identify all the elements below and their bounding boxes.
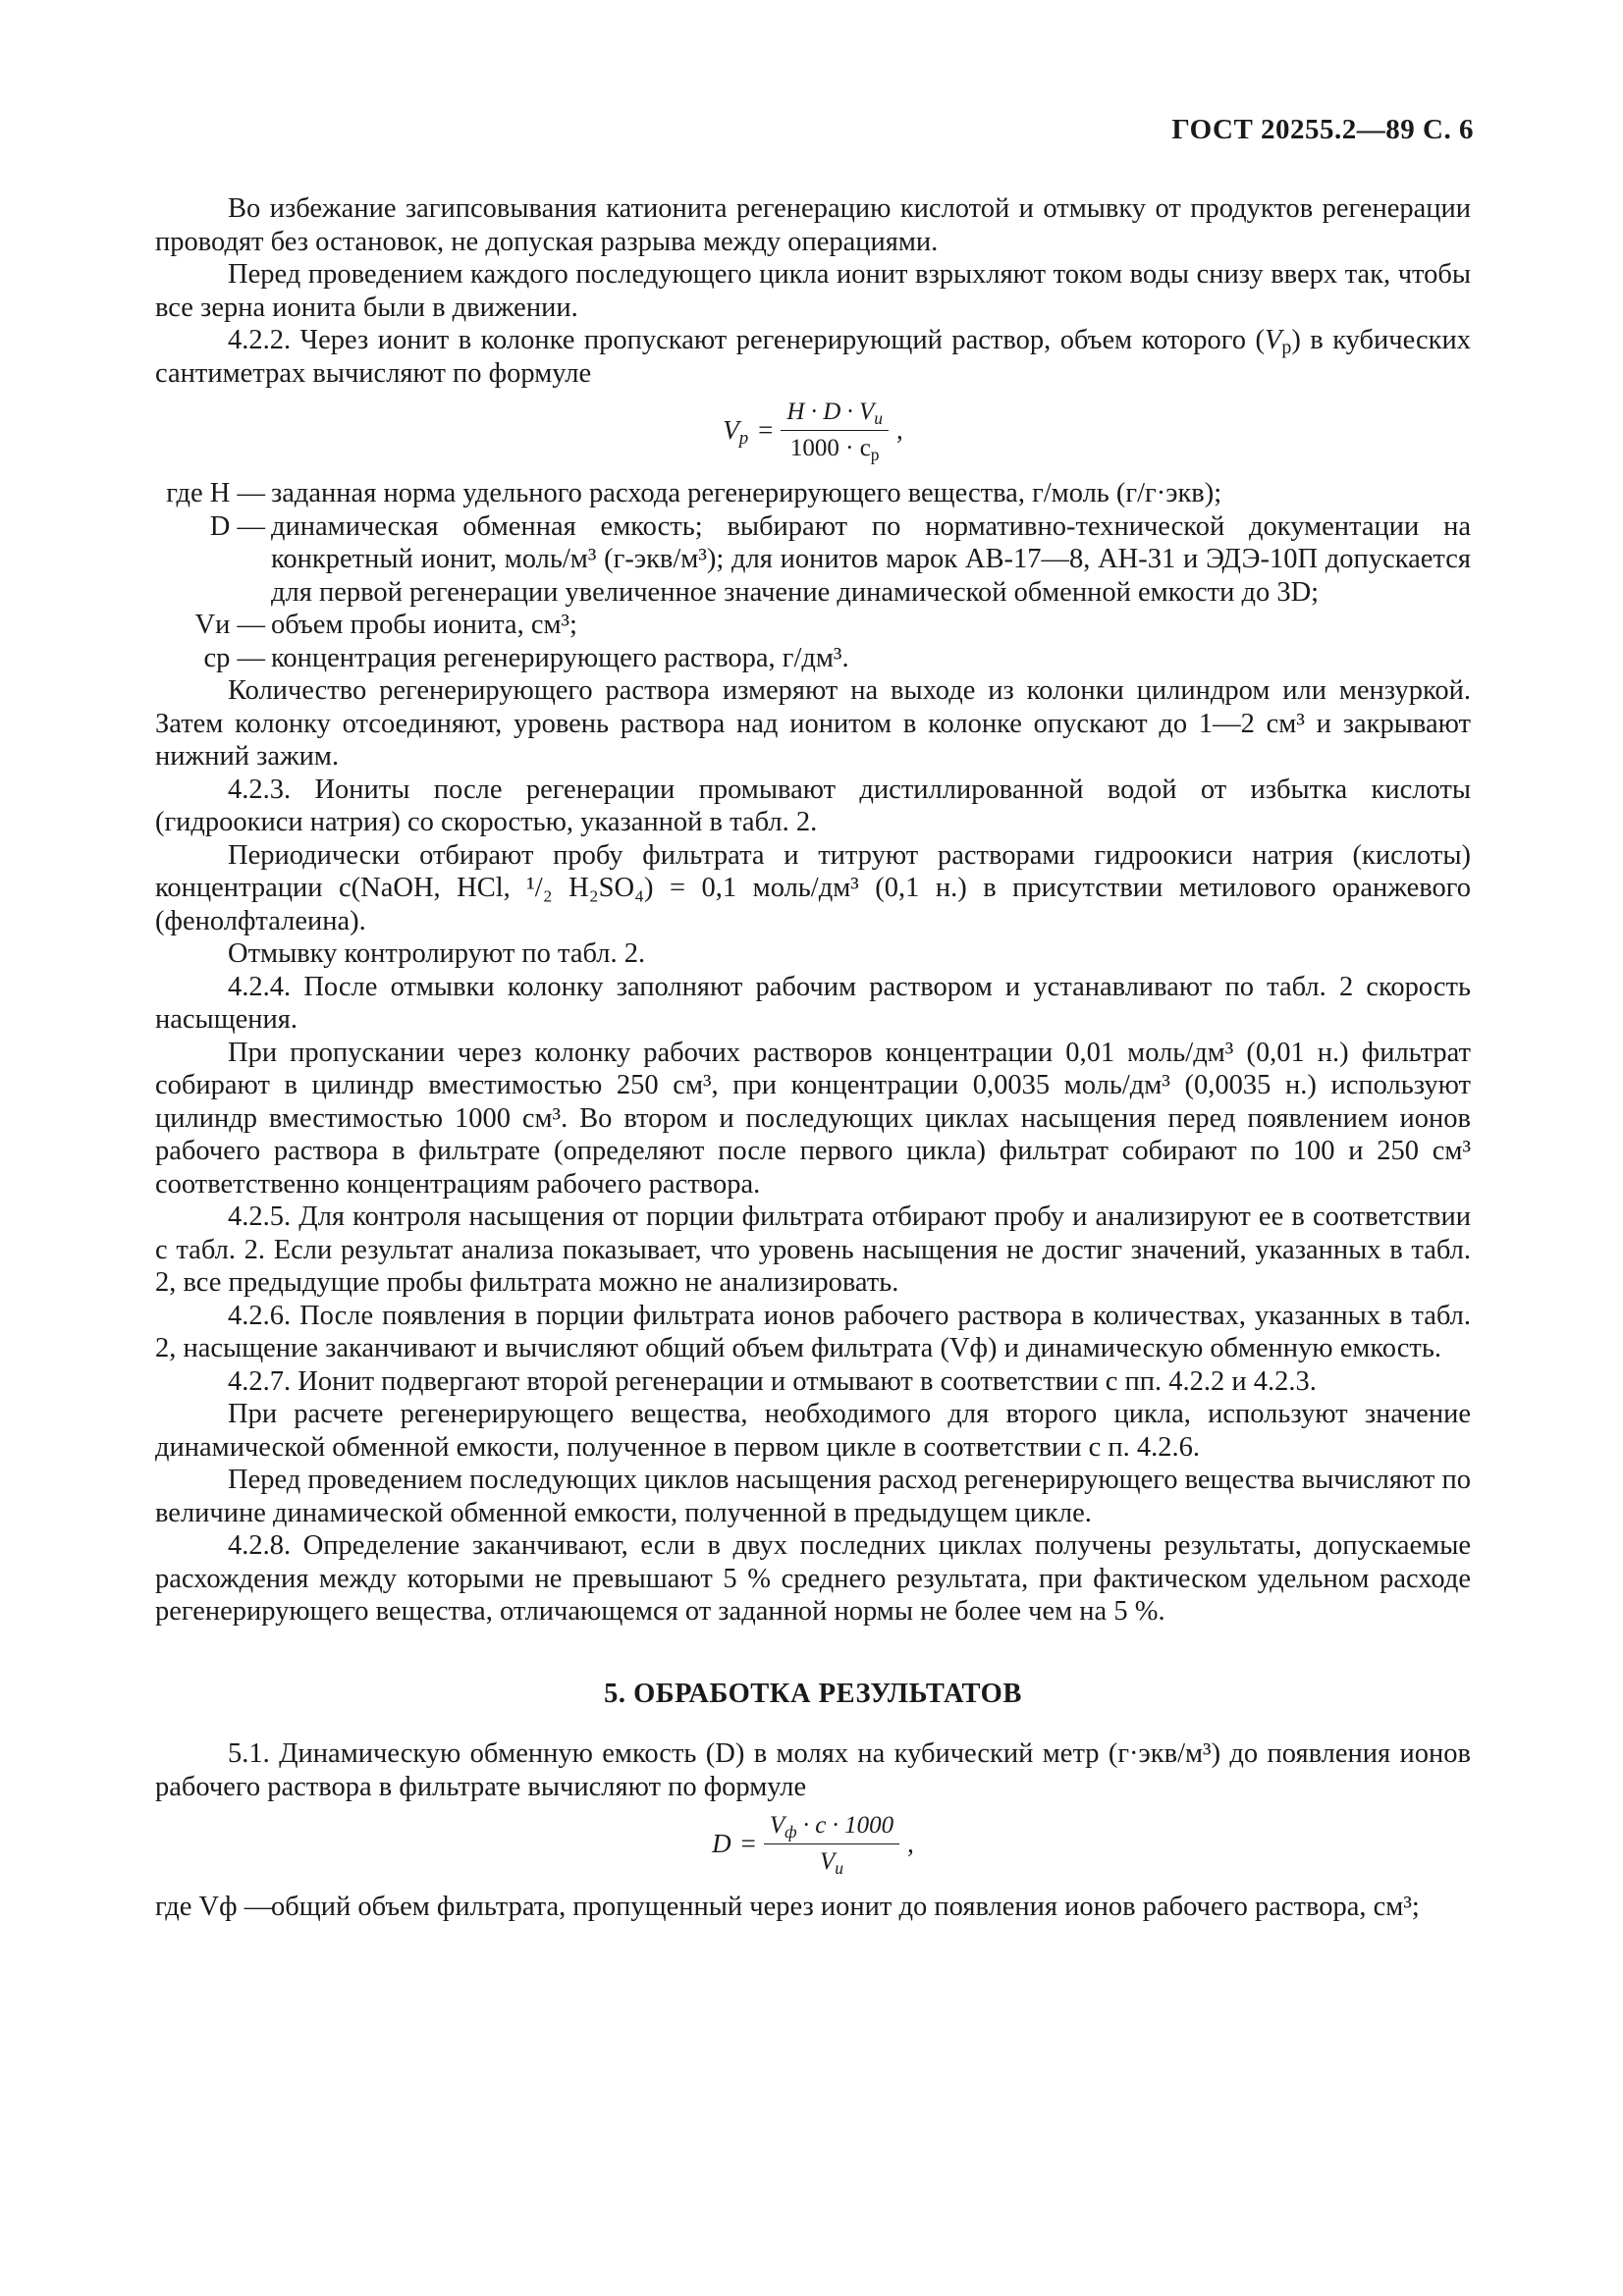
formula-lhs: $V_р$	[723, 414, 749, 449]
paragraph: 4.2.3. Иониты после регенерации промывают дистиллированной водой от избытка кислоты (гидроокиси натрия) со скоростью, указанной в табл. 2.	[155, 774, 1471, 837]
paragraph: 4.2.4. После отмывки колонку заполняют рабочим раствором и устанавливают по табл. 2 скорость насыщения.	[155, 971, 1471, 1035]
definition-text: концентрация регенерирующего раствора, г/дм³.	[271, 642, 849, 673]
paragraph: 4.2.6. После появления в порции фильтрата ионов рабочего раствора в количествах, указанных в табл. 2, насыщение заканчивают и вычисляют общий объем фильтрата (Vф) и динамическую обменную емкость.	[155, 1300, 1471, 1363]
paragraph: 4.2.7. Ионит подвергают второй регенерации и отмывают в соответствии с пп. 4.2.2 и 4.2.3.	[228, 1365, 1317, 1397]
paragraph: 4.2.5. Для контроля насыщения от порции фильтрата отбирают пробу и анализируют ее в соответствии с табл. 2. Если результат анализа показывает, что уровень насыщения не достиг значений, указанных в табл. 2, все предыдущие пробы фильтрата можно не анализировать.	[155, 1201, 1471, 1298]
definition-symbol: cр —	[203, 642, 265, 673]
formula-tail: ,	[907, 1828, 914, 1858]
paragraph: Периодически отбирают пробу фильтрата и титруют растворами гидроокиси натрия (кислоты) концентрации c(NaOH, HCl, ¹/₂ H₂SO₄) = 0,1 моль/дм³ (0,1 н.) в присутствии метилового оранжевого (фенолфталеина).	[155, 839, 1471, 936]
definition-text: динамическая обменная емкость; выбирают по нормативно-технической документации на конкретный ионит, моль/м³ (г-экв/м³); для ионитов марок АВ-17—8, АН-31 и ЭДЭ-10П допускается для первой регенерации увеличенное значение динамической обменной емкости до 3D;	[271, 510, 1471, 608]
definition-symbol: Vи —	[194, 610, 265, 640]
paragraph	[155, 324, 1471, 390]
paragraph: Количество регенерирующего раствора измеряют на выходе из колонки цилиндром или мензуркой. Затем колонку отсоединяют, уровень раствора над ионитом в колонке опускают до 1—2 см³ и закрывают нижний зажим.	[155, 675, 1471, 772]
subscript: р	[1281, 337, 1292, 358]
formula-d	[155, 1811, 1471, 1877]
paragraph: 4.2.8. Определение заканчивают, если в двух последних циклах получены результаты, допускаемые расхождения между которыми не превышают 5 % среднего результата, при фактическом удельном расходе регенерирующего вещества, отличающемся от заданной нормы не более чем на 5 %.	[155, 1530, 1471, 1627]
definition-text: заданная норма удельного расхода регенерирующего вещества, г/моль (г/г·экв);	[271, 478, 1222, 508]
definitions-list	[155, 477, 1471, 674]
paragraph-text: 4.2.2. Через ионит в колонке пропускают регенерирующий раствор, объем которого (	[228, 325, 1265, 355]
paragraph: Перед проведением последующих циклов насыщения расход регенерирующего вещества вычисляют по величине динамической обменной емкости, полученной в предыдущем цикле.	[155, 1465, 1471, 1528]
formula-vr	[155, 398, 1471, 463]
definition-row	[155, 609, 1471, 642]
definition-symbol: где H —	[166, 478, 265, 508]
formula-lhs: D	[712, 1828, 731, 1858]
page-header: ГОСТ 20255.2—89 С. 6	[1171, 114, 1474, 145]
definitions-list	[155, 1891, 1471, 1924]
definition-symbol: D —	[209, 510, 265, 542]
document-body	[155, 192, 1471, 1924]
paragraph: Отмывку контролируют по табл. 2.	[228, 938, 646, 969]
definition-row	[155, 642, 1471, 675]
paragraph-text: ) в кубических сантиметрах вычисляют по формуле	[155, 325, 1471, 389]
definition-text: общий объем фильтрата, пропущенный через ионит до появления ионов рабочего раствора, см³;	[271, 1892, 1420, 1922]
paragraph: Перед проведением каждого последующего цикла ионит взрыхляют током воды снизу вверх так, чтобы все зерна ионита были в движении.	[155, 259, 1471, 323]
paragraph: При пропускании через колонку рабочих растворов концентрации 0,01 моль/дм³ (0,01 н.) фильтрат собирают в цилиндр вместимостью 250 см³, при концентрации 0,0035 моль/дм³ (0,0035 н.) используют цилиндр вместимостью 1000 см³. Во втором и последующих циклах насыщения перед появлением ионов рабочего раствора в фильтрате (определяют после первого цикла) фильтрат собирают по 100 и 250 см³ соответственно концентрациям рабочего раствора.	[155, 1037, 1471, 1200]
fraction	[781, 398, 889, 463]
definition-row	[155, 477, 1471, 510]
denominator: $1000 \cdot c_р$	[789, 435, 880, 464]
fraction	[764, 1811, 899, 1877]
denominator: $V_и$	[819, 1848, 843, 1878]
definition-text: объем пробы ионита, см³;	[271, 610, 577, 640]
paragraph: Во избежание загипсовывания катионита регенерацию кислотой и отмывку от продуктов регенерации проводят без остановок, не допуская разрыва между операциями.	[155, 193, 1471, 257]
equals-sign: =	[740, 1828, 756, 1858]
section-title: 5. ОБРАБОТКА РЕЗУЛЬТАТОВ	[604, 1678, 1022, 1709]
definition-symbol: где Vф —	[155, 1892, 273, 1922]
definition-row	[155, 1891, 1471, 1924]
equals-sign: =	[758, 414, 774, 445]
paragraph: 5.1. Динамическую обменную емкость (D) в молях на кубический метр (г·экв/м³) до появления ионов рабочего раствора в фильтрате вычисляют по формуле	[155, 1738, 1471, 1802]
numerator: $H \cdot D \cdot V_и$	[781, 398, 889, 431]
symbol: V	[1264, 325, 1282, 355]
definition-row	[155, 510, 1471, 610]
paragraph: При расчете регенерирующего вещества, необходимого для второго цикла, используют значение динамической обменной емкости, полученное в первом цикле в соответствии с п. 4.2.6.	[155, 1399, 1471, 1463]
numerator: $V_ф \cdot c \cdot 1000$	[764, 1811, 899, 1844]
formula-tail: ,	[896, 414, 903, 445]
